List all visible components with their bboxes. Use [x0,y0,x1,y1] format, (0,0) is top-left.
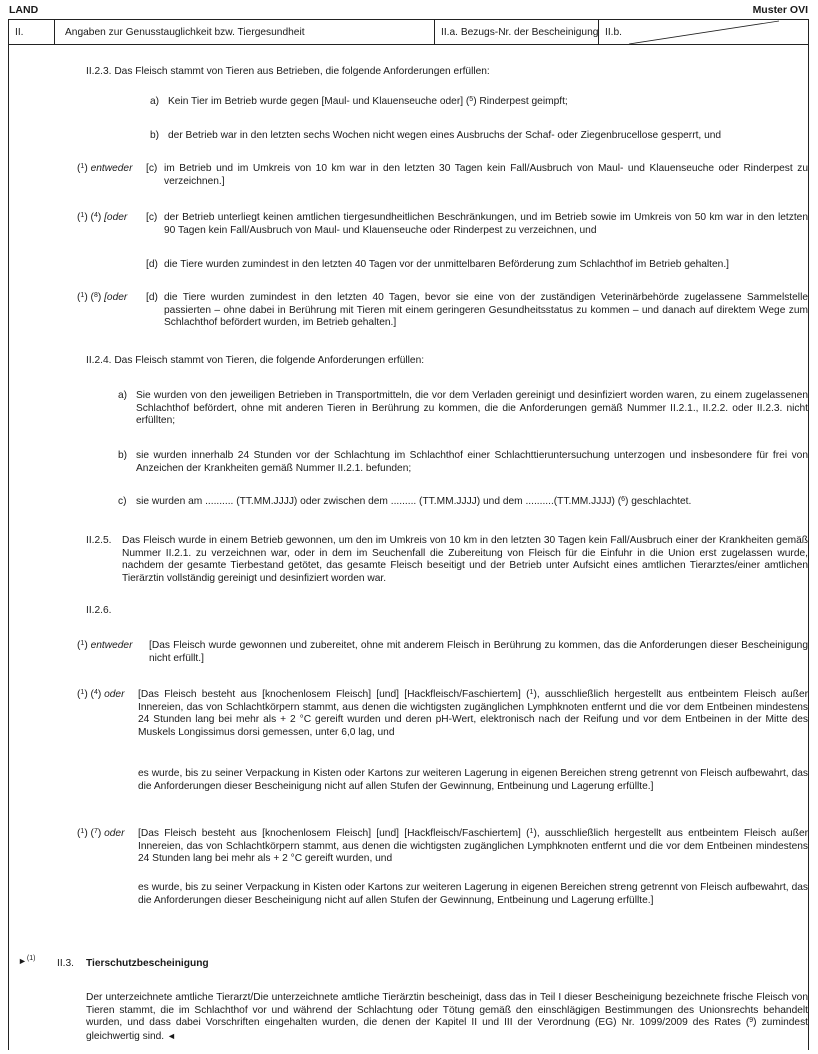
country-label: LAND [9,4,39,16]
s223-d1-text: die Tiere wurden zumindest in den letzten 40 Tagen vor der unmittelbaren Beförderung zum Schlachthof im Betrieb gehalten.] [164,259,729,270]
s226-o2-continuation: es wurde, bis zu seiner Verpackung in Kisten oder Kartons zur weiteren Lagerung in eigenen Bereichen streng getrennt von Fleisch aufbewahrt, das die Anforderungen dieser Bescheinigung nicht auf allen Stufen der Gewinnung, Entbeinung und Lagerung erfüllte.] [138,882,808,906]
s226-e-marker: ($^1$) entweder [77,640,133,651]
s23-title: Tierschutzbescheinigung [86,958,209,969]
s223-c1-text: im Betrieb und im Umkreis von 10 km war in den letzten 30 Tagen kein Fall/Ausbruch von Maul- und Klauenseuche oder Rinderpest zu verzeichnen.] [164,163,808,187]
s224-item-a: a) Sie wurden von den jeweiligen Betrieben in Transportmitteln, die vor dem Verladen gereinigt und desinfiziert worden waren, zu einem zugelassenen Schlachthof befördert, ohne mit anderen Tieren in Berührung zu kommen, die die Anforderungen gemäß Nummer II.2.1., II.2.2. oder II.2.3. nicht erfüllten; [118,390,808,427]
s23-label: II.3. [57,958,74,969]
s223-b-label: b) [150,130,160,141]
s226-option-oder-1: [Das Fleisch besteht aus [knochenlosem Fleisch] [und] [Hackfleisch/Faschiertem] ($^1$), ausschließlich hergestellt aus entbeintem Fleisch außer Innereien, das von Schlachtkörpern stammt, aus denen die wichtigsten zugänglichen Lymphknoten entfernt und die vor dem Entbeinen mindestens 24 Stunden lang bei mehr als + 2 °C gereift wurden und deren pH-Wert, elektronisch nach der Reifung und vor dem Entbeinen in der Mitte des Muskels Longissimus dorsi gemessen, unter 6,0 lag, und [138,689,809,738]
section-title: Angaben zur Genusstauglichkeit bzw. Tiergesundheit [55,20,435,44]
s225-paragraph: II.2.5. Das Fleisch wurde in einem Betrieb gewonnen, um den im Umkreis von 10 km in den letzten 30 Tagen kein Fall/Ausbruch einer der Krankheiten gemäß Nummer II.2.1. zu verzeichnen war, oder in dem im Seuchenfall die Zubereitung von Fleisch für die Einfuhr in die Union erst zugelassen wurde, nachdem der gesamte Tierbestand getötet, das gesamte Fleisch beseitigt und der Betrieb unter Aufsicht eines amtlichen Tierarztes/einer amtlichen Tierärztin vollständig gereinigt und desinfiziert worden war. [86,535,808,584]
s226-o1-continuation: es wurde, bis zu seiner Verpackung in Kisten oder Kartons zur weiteren Lagerung in eigenen Bereichen streng getrennt von Fleisch aufbewahrt, das die Anforderungen dieser Bescheinigung nicht auf allen Stufen der Gewinnung, Entbeinung und Lagerung erfüllte.] [138,768,808,792]
section-number: II. [9,20,55,44]
s223-b-text: der Betrieb war in den letzten sechs Wochen nicht wegen eines Ausbruchs der Schaf- oder Ziegenbrucellose gesperrt, und [168,130,722,141]
arrow-left-icon: ◄ [167,1030,176,1041]
s223-item-b [150,130,808,143]
s23-amendment-marker: ►$^{(1)}$ [18,955,36,966]
s223-item-a: a) Kein Tier im Betrieb wurde gegen [Maul- und Klauenseuche oder] ($^5$) Rinderpest geimpft; [150,96,568,107]
s223-d2-text: die Tiere wurden zumindest in den letzten 40 Tagen, bevor sie eine von der zuständigen Veterinärbehörde zugelassene Sammelstelle passierten – ohne dabei in Berührung mit Tieren mit einem geringeren Gesundheitsstatus zu kommen – und danach auf direktem Wege zum Schlachthof befördert wurden, im Betrieb gehalten.] [164,292,808,329]
s223-a-label: a) [150,96,160,107]
s223-option-d1: [d) die Tiere wurden zumindest in den letzten 40 Tagen vor der unmittelbaren Beförderung zum Schlachthof im Betrieb gehalten.] [146,259,808,272]
s223-c2-marker: ($^1$) ($^4$) [oder [77,212,128,223]
model-label: Muster OVI [752,4,808,16]
s223-c2-text: der Betrieb unterliegt keinen amtlichen tiergesundheitlichen Beschränkungen, und im Betrieb sowie im Umkreis von 50 km war in den letzten 90 Tagen kein Fall/Ausbruch von Maul- und Klauenseuche oder Rinderpest zu verzeichnen, und [164,212,808,236]
s224-a-text: Sie wurden von den jeweiligen Betrieben in Transportmitteln, die vor dem Verladen gereinigt und desinfiziert worden waren, zu einem zugelassenen Schlachthof befördert, ohne mit anderen Tieren in Berührung zu kommen, die die Anforderungen gemäß Nummer II.2.1., II.2.2. oder II.2.3. nicht erfüllten; [136,390,808,427]
reference-number-label: II.a. Bezugs-Nr. der Bescheinigung [435,20,599,44]
s223-option-c1: [c) im Betrieb und im Umkreis von 10 km war in den letzten 30 Tagen kein Fall/Ausbruch von Maul- und Klauenseuche oder Rinderpest zu verzeichnen.] [146,163,808,187]
field-iib-label: II.b. [605,27,622,38]
s223-c1-marker: ($^1$) entweder [77,163,133,174]
diagonal-strike-line [599,20,780,45]
s226-option-entweder: [Das Fleisch wurde gewonnen und zubereitet, ohne mit anderem Fleisch in Berührung zu kommen, das die Anforderungen dieser Bescheinigung nicht erfüllt.] [149,640,808,664]
s224-intro: II.2.4. Das Fleisch stammt von Tieren, die folgende Anforderungen erfüllen: [86,355,425,366]
field-iib [599,20,808,44]
s223-option-d2: [d) die Tiere wurden zumindest in den letzten 40 Tagen, bevor sie eine von der zuständigen Veterinärbehörde zugelassene Sammelstelle passierten – ohne dabei in Berührung mit Tieren mit einem geringeren Gesundheitsstatus zu kommen – und danach auf direktem Wege zum Schlachthof befördert wurden, im Betrieb gehalten.] [146,292,808,329]
s223-option-c2: [c) der Betrieb unterliegt keinen amtlichen tiergesundheitlichen Beschränkungen, und im Betrieb sowie im Umkreis von 50 km war in den letzten 90 Tagen kein Fall/Ausbruch von Maul- und Klauenseuche oder Rinderpest zu verzeichnen, und [146,212,808,236]
s226-o1-marker: ($^1$) ($^4$) oder [77,689,125,700]
s224-item-c: c) sie wurden am .......... (TT.MM.JJJJ) oder zwischen dem ......... (TT.MM.JJJJ) und dem ..........(TT.MM.JJJJ) ($^6$) geschlachtet. [118,496,692,507]
s224-item-b: b) sie wurden innerhalb 24 Stunden vor der Schlachtung im Schlachthof einer Schlachttieruntersuchung unterzogen und insbesondere für frei von Anzeichen der Krankheiten gemäß Nummer II.2.1. befunden; [118,450,808,474]
section-header-row [8,19,809,45]
s225-text: Das Fleisch wurde in einem Betrieb gewonnen, um den im Umkreis von 10 km in den letzten 30 Tagen kein Fall/Ausbruch einer der Krankheiten gemäß Nummer II.2.1. zu verzeichnen war, oder in dem im Seuchenfall die Zubereitung von Fleisch für die Einfuhr in die Union erst zugelassen wurde, nachdem der gesamte Tierbestand getötet, das gesamte Fleisch beseitigt und der Betrieb unter Aufsicht eines amtlichen Tierarztes/einer amtlichen Tierärztin vollständig gereinigt und desinfiziert worden war. [122,535,808,584]
s226-label: II.2.6. [86,605,112,616]
s23-paragraph: Der unterzeichnete amtliche Tierarzt/Die unterzeichnete amtliche Tierärztin bescheinigt, dass das in Teil I dieser Bescheinigung bezeichnete frische Fleisch von Tieren stammt, die im Schlachthof vor und während der Schlachtung oder Tötung gemäß den einschlägigen Bestimmungen des Unionsrechts behandelt wurden, und dass dabei Vorschriften eingehalten wurden, die denen der Kapitel II und III der Verordnung (EG) Nr. 1099/2009 des Rates ($^9$) zumindest gleichwertig sind. ◄ [86,992,808,1042]
s223-intro: II.2.3. Das Fleisch stammt von Tieren aus Betrieben, die folgende Anforderungen erfüllen: [86,66,490,77]
arrow-right-icon: ► [18,956,27,966]
s223-d2-marker: ($^1$) ($^8$) [oder [77,292,128,303]
s224-b-text: sie wurden innerhalb 24 Stunden vor der Schlachtung im Schlachthof einer Schlachttieruntersuchung unterzogen und insbesondere für frei von Anzeichen der Krankheiten gemäß Nummer II.2.1. befunden; [136,450,808,474]
s226-option-oder-2: [Das Fleisch besteht aus [knochenlosem Fleisch] [und] [Hackfleisch/Faschiertem] ($^1$), ausschließlich hergestellt aus entbeintem Fleisch außer Innereien, das von Schlachtkörpern stammt, aus denen die wichtigsten zugänglichen Lymphknoten entfernt und die vor dem Entbeinen mindestens 24 Stunden lang bei mehr als + 2 °C gereift wurden, und [138,828,809,865]
s226-o2-marker: ($^1$) ($^7$) oder [77,828,125,839]
